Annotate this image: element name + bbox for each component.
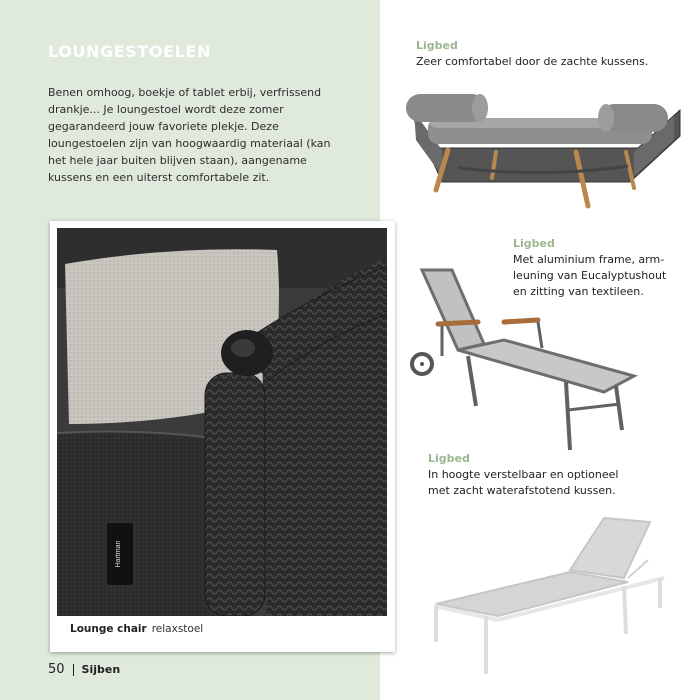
brand-name: Sijben [81, 663, 121, 676]
product-2-line-1: Met aluminium frame, arm- [513, 253, 665, 266]
product-3-line-2: met zacht waterafstotend kussen. [428, 484, 616, 497]
product-1-line-1: Zeer comfortabel door de zachte kussens. [416, 55, 649, 68]
daybed-image [398, 88, 688, 213]
page-number: 50 [48, 662, 65, 677]
section-title: LOUNGESTOELEN [48, 42, 211, 61]
product-1-label: Ligbed [416, 39, 458, 52]
intro-text: Benen omhoog, boekje of tablet erbij, verfrissend drankje... Je loungestoel wordt deze zomer gegarandeerd jouw favoriete plekje. Deze loungestoelen zijn van hoogwaardig materiaal (kan het hele jaar buiten blijven staan), aangename kussens en een uiterst comfortabele zit. [48, 86, 331, 184]
page-footer [48, 662, 120, 677]
lounge-chair-photo [57, 228, 387, 616]
brand-tag-text: Hartman [115, 540, 122, 568]
product-2-line-3: en zitting van textileen. [513, 285, 644, 298]
footer-divider [73, 664, 74, 676]
product-3-description [428, 451, 618, 499]
caption-subtitle: relaxstoel [151, 623, 204, 635]
product-2-line-2: leuning van Eucalyptushout [513, 269, 667, 282]
sunlounger-aluminium-image [408, 264, 644, 456]
product-1-description [416, 38, 648, 70]
sunlounger-adjustable-image [428, 512, 668, 680]
product-3-label: Ligbed [428, 452, 470, 465]
product-2-label: Ligbed [513, 237, 555, 250]
photo-caption [57, 616, 387, 646]
product-3-line-1: In hoogte verstelbaar en optioneel [428, 468, 619, 481]
caption-title: Lounge chair [70, 623, 147, 635]
